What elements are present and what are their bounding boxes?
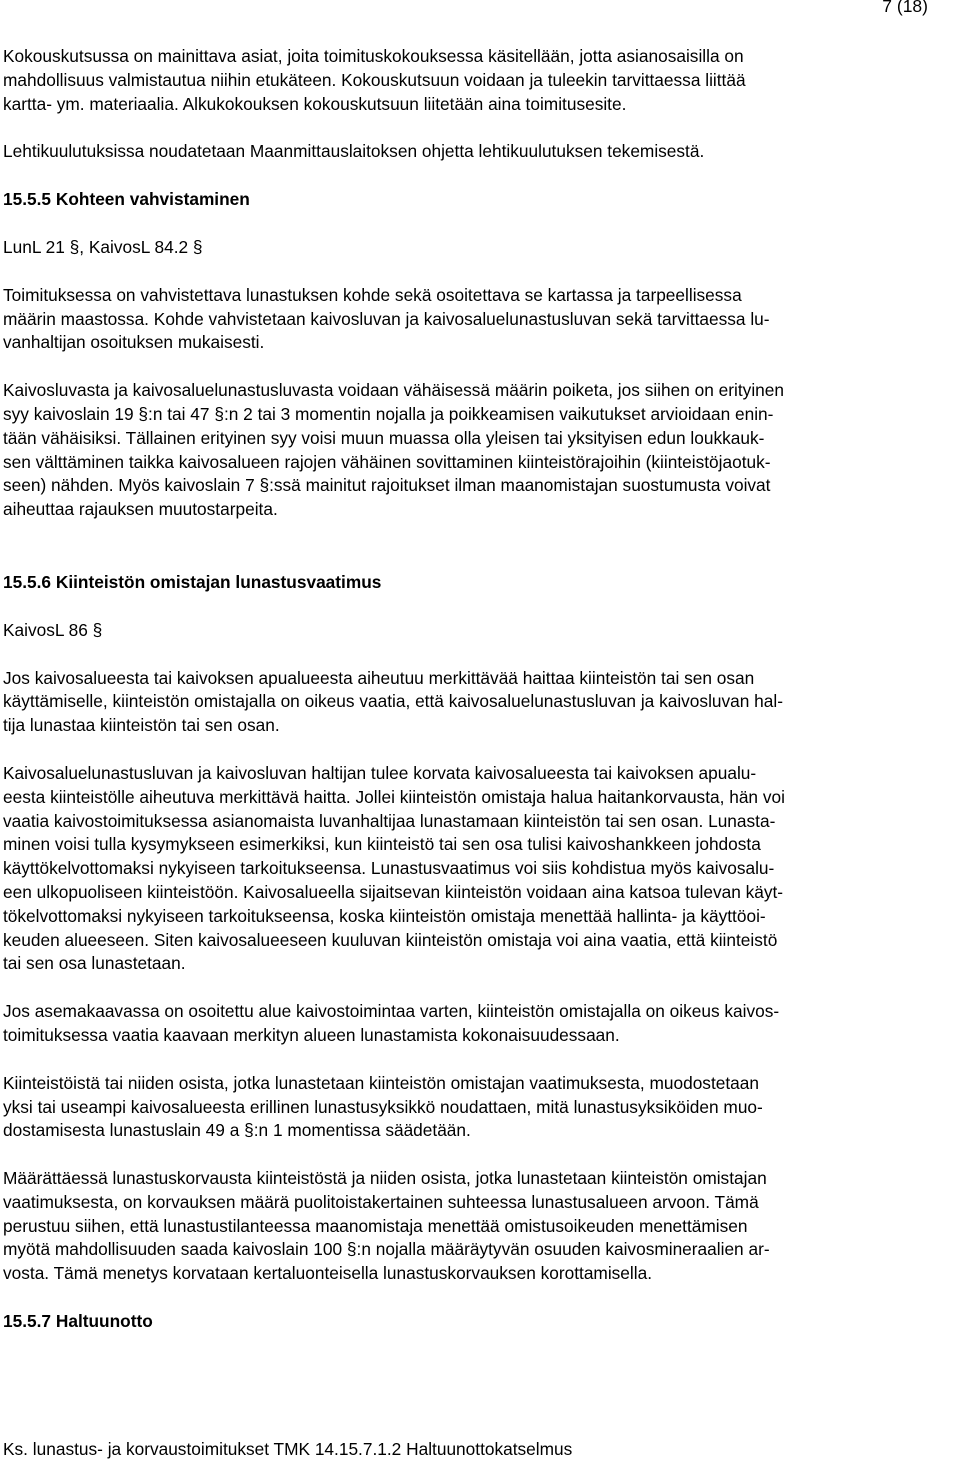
- text-line: Lehtikuulutuksissa noudatetaan Maanmittauslaitoksen ohjetta lehtikuulutuksen tekemisestä.: [3, 141, 705, 162]
- paragraph: [3, 1072, 957, 1143]
- paragraph: [3, 284, 957, 355]
- paragraph: [3, 1167, 957, 1286]
- text-line: tökelvottomaksi nykyiseen tarkoitukseensa, koska kiinteistön omistaja menettää hallinta- ja käyttöoi-: [3, 905, 766, 926]
- text-line: yksi tai useampi kaivosalueesta erillinen lunastusyksikkö noudattaen, mitä lunastusyksiköiden muo-: [3, 1096, 763, 1117]
- paragraph: [3, 140, 957, 164]
- text-line: 15.5.5 Kohteen vahvistaminen: [3, 189, 250, 210]
- text-line: vosta. Tämä menetys korvataan kertaluonteisella lunastuskorvauksen korottamisella.: [3, 1263, 653, 1284]
- text-line: Kokouskutsussa on mainittava asiat, joita toimituskokouksessa käsitellään, jotta asianosaisilla on: [3, 46, 744, 66]
- text-line: eesta kiinteistölle aiheutuva merkittävä haitta. Jollei kiinteistön omistaja halua haitankorvausta, hän voi: [3, 786, 785, 807]
- text-line: vaatia kaivostoimituksessa asianomaista luvanhaltijaa lunastamaan kiinteistön tai sen osan. Lunasta-: [3, 810, 776, 831]
- text-line: tään vähäisiksi. Tällainen erityinen syy voisi muun muassa olla yleisen tai yksityisen edun loukkauk-: [3, 427, 765, 448]
- text-line: kartta- ym. materiaalia. Alkukokouksen kokouskutsuun liitetään aina toimitusesite.: [3, 93, 627, 114]
- text-line: käyttämiselle, kiinteistön omistajalla on oikeus vaatia, että kaivosaluelunastusluvan ja kaivosluvan hal-: [3, 691, 783, 712]
- text-line: vaatimuksesta, on korvauksen määrä puolitoistakertainen suhteessa lunastusalueen arvoon. Tämä: [3, 1191, 759, 1212]
- document-body: [3, 45, 957, 1358]
- text-line: määrin maastossa. Kohde vahvistetaan kaivosluvan ja kaivosaluelunastusluvan sekä tarvittaessa lu-: [3, 308, 770, 329]
- text-line: toimituksessa vaatia kaavaan merkityn alueen lunastamista kokonaisuudessaan.: [3, 1024, 620, 1045]
- text-line: Kiinteistöistä tai niiden osista, jotka lunastetaan kiinteistön omistajan vaatimuksesta, muodostetaan: [3, 1072, 759, 1093]
- text-line: Jos kaivosalueesta tai kaivoksen apualueesta aiheutuu merkittävää haittaa kiinteistön tai sen osan: [3, 667, 755, 688]
- legal-reference: [3, 619, 957, 643]
- paragraph: [3, 45, 957, 116]
- text-line: sen välttäminen taikka kaivosalueen rajojen vähäinen sovittaminen kiinteistörajoihin (kiinteistöjaotuk-: [3, 451, 771, 472]
- paragraph: [3, 762, 957, 976]
- text-line: aiheuttaa rajauksen muutostarpeita.: [3, 499, 278, 520]
- text-line: minen voisi tulla kysymykseen esimerkiksi, kun kiinteistö tai sen osa tulisi kaivoshankkeen johdosta: [3, 834, 761, 855]
- text-line: tai sen osa lunastetaan.: [3, 953, 186, 974]
- text-line: käyttökelvottomaksi nykyiseen tarkoitukseensa. Lunastusvaatimus voi siis kohdistua myös kaivosalu-: [3, 858, 775, 879]
- paragraph: [3, 667, 957, 738]
- text-line: LunL 21 §, KaivosL 84.2 §: [3, 236, 203, 257]
- text-line: dostamisesta lunastuslain 49 a §:n 1 momentissa säädetään.: [3, 1120, 471, 1141]
- paragraph: [3, 379, 957, 522]
- text-line: KaivosL 86 §: [3, 619, 103, 640]
- text-line: Kaivosluvasta ja kaivosaluelunastusluvasta voidaan vähäisessä määrin poiketa, jos siihen on erityinen: [3, 380, 784, 401]
- text-line: 15.5.7 Haltuunotto: [3, 1311, 153, 1332]
- text-line: Kaivosaluelunastusluvan ja kaivosluvan haltijan tulee korvata kaivosalueesta tai kaivoksen apualu-: [3, 762, 757, 783]
- text-line: Toimituksessa on vahvistettava lunastuksen kohde sekä osoitettava se kartassa ja tarpeellisessa: [3, 284, 742, 305]
- text-line: syy kaivoslain 19 §:n tai 47 §:n 2 tai 3 momentin nojalla ja poikkeamisen vaikutukset arvioidaan enin-: [3, 403, 774, 424]
- text-line: vanhaltijan osoituksen mukaisesti.: [3, 332, 265, 353]
- footer-cross-reference: Ks. lunastus- ja korvaustoimitukset TMK 14.15.7.1.2 Haltuunottokatselmus: [3, 1439, 573, 1459]
- section-heading: [3, 1310, 957, 1334]
- text-line: perustuu siihen, että lunastustilanteessa maanomistaja menettää omistusoikeuden menettämisen: [3, 1215, 748, 1236]
- text-line: 15.5.6 Kiinteistön omistajan lunastusvaatimus: [3, 571, 382, 592]
- text-line: tija lunastaa kiinteistön tai sen osan.: [3, 715, 280, 736]
- text-line: myötä mahdollisuuden saada kaivoslain 100 §:n nojalla määräytyvän osuuden kaivosmineraalien ar-: [3, 1239, 770, 1260]
- text-line: Määrättäessä lunastuskorvausta kiinteistöstä ja niiden osista, jotka lunastetaan kiinteistön omistajan: [3, 1168, 767, 1189]
- legal-reference: [3, 236, 957, 260]
- section-heading: [3, 571, 957, 595]
- section-spacer: [3, 546, 957, 571]
- section-heading: [3, 188, 957, 212]
- text-line: een ulkopuoliseen kiinteistöön. Kaivosalueella sijaitsevan kiinteistön voidaan aina katsoa tulevan käyt-: [3, 881, 784, 902]
- text-line: keuden alueeseen. Siten kaivosalueeseen kuuluvan kiinteistön omistaja voi aina vaatia, että kiinteistö: [3, 929, 778, 950]
- text-line: seen) nähden. Myös kaivoslain 7 §:ssä mainitut rajoitukset ilman maanomistajan suostumusta voivat: [3, 475, 771, 496]
- paragraph: [3, 1000, 957, 1048]
- page-number: 7 (18): [882, 0, 928, 16]
- text-line: Jos asemakaavassa on osoitettu alue kaivostoimintaa varten, kiinteistön omistajalla on oikeus kaivos-: [3, 1001, 780, 1022]
- text-line: mahdollisuus valmistautua niihin etukäteen. Kokouskutsuun voidaan ja tuleekin tarvittaessa liittää: [3, 69, 746, 90]
